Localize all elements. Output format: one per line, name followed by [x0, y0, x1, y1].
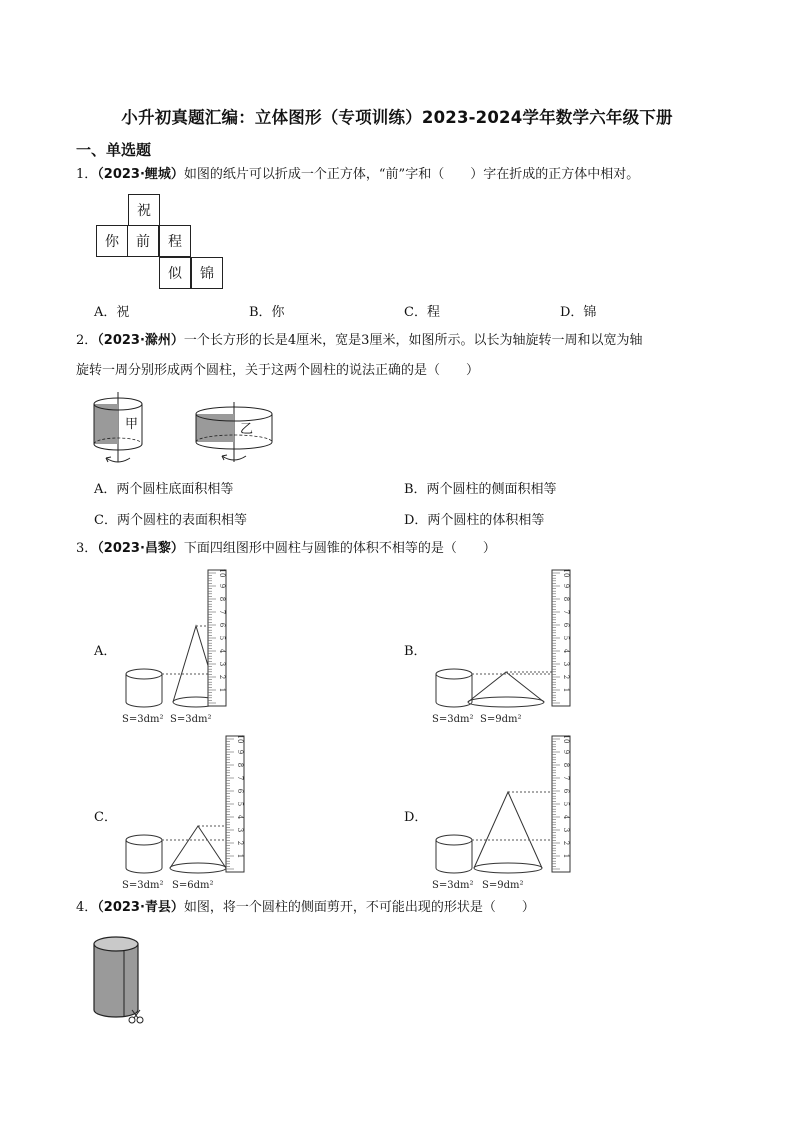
ruler-number: 10	[562, 568, 570, 578]
cylinder-area-caption: S=3dm²	[432, 880, 474, 891]
question-2-text-line1: 一个长方形的长是4厘米，宽是3厘米，如图所示。以长为轴旋转一周和以宽为轴	[183, 333, 643, 348]
q3-figure-c	[118, 734, 258, 894]
cylinder-area-caption: S=3dm²	[122, 714, 164, 725]
q3-figure-d	[428, 734, 578, 894]
question-3	[76, 539, 496, 559]
page-title: 小升初真题汇编：立体图形（专项训练）2023-2024学年数学六年级下册	[121, 108, 673, 127]
ruler-number: 2	[562, 840, 570, 846]
ruler-number: 5	[562, 801, 570, 807]
q3-figure-b	[428, 568, 578, 728]
q1-option-d: D．锦	[560, 305, 597, 320]
cylinder-top	[126, 835, 162, 845]
cylinder-top	[126, 669, 162, 679]
question-1	[76, 165, 639, 185]
ruler-number: 2	[236, 840, 244, 846]
ruler-number: 10	[218, 568, 226, 578]
ruler-number: 7	[562, 609, 570, 615]
ruler-number: 7	[236, 775, 244, 781]
q3-option-c-letter: C．	[94, 810, 117, 825]
ruler-number: 9	[236, 749, 244, 755]
q2-option-d: D．两个圆柱的体积相等	[404, 513, 545, 528]
ruler-number: 5	[562, 635, 570, 641]
ruler-number: 1	[562, 853, 570, 859]
question-2	[76, 331, 642, 351]
question-4	[76, 898, 535, 918]
cone-area-caption: S=6dm²	[172, 880, 214, 891]
question-3-source: （2023·昌黎）	[97, 541, 184, 556]
cone-base	[170, 863, 226, 873]
cone-shape	[170, 826, 226, 868]
ruler-number: 3	[218, 661, 226, 667]
ruler-number: 10	[562, 734, 570, 744]
label-yi: 乙	[240, 422, 254, 437]
q2-option-a: A．两个圆柱底面积相等	[94, 482, 234, 497]
ruler-number: 4	[562, 814, 570, 820]
ruler-number: 1	[236, 853, 244, 859]
ruler-number: 6	[218, 622, 226, 628]
cone-area-caption: S=9dm²	[482, 880, 524, 891]
question-1-number: 1．	[76, 167, 98, 182]
cylinder-top	[436, 669, 472, 679]
cylinder-area-caption: S=3dm²	[122, 880, 164, 891]
ruler-number: 8	[562, 762, 570, 768]
net-cell-zhu: 祝	[128, 194, 160, 226]
net-cell-qian: 前	[127, 225, 159, 257]
cylinder-yi-figure	[190, 400, 280, 470]
ruler-number: 6	[562, 622, 570, 628]
cylinder-cut-figure	[88, 932, 158, 1032]
ruler-number: 3	[562, 661, 570, 667]
question-3-number: 3．	[76, 541, 98, 556]
cone-shape	[474, 792, 542, 868]
ruler-number: 8	[236, 762, 244, 768]
cylinder-body	[94, 944, 138, 1017]
cone-area-caption: S=3dm²	[170, 714, 212, 725]
question-4-number: 4．	[76, 900, 98, 915]
ruler-number: 4	[218, 648, 226, 654]
cone-area-caption: S=9dm²	[480, 714, 522, 725]
cylinder-area-caption: S=3dm²	[432, 714, 474, 725]
question-4-text: 如图，将一个圆柱的侧面剪开，不可能出现的形状是（ ）	[183, 900, 535, 915]
net-cell-jin: 锦	[191, 257, 223, 289]
cylinder-top	[436, 835, 472, 845]
q2-option-b: B．两个圆柱的侧面积相等	[404, 482, 557, 497]
ruler-number: 2	[218, 674, 226, 680]
section-heading: 一、单选题	[76, 141, 152, 159]
ruler-number: 2	[562, 674, 570, 680]
question-1-text: 如图的纸片可以折成一个正方体，“前”字和（ ）字在折成的正方体中相对。	[183, 167, 640, 182]
question-2-number: 2．	[76, 333, 98, 348]
ruler-number: 1	[562, 687, 570, 693]
ruler-number: 4	[562, 648, 570, 654]
ruler-number: 8	[562, 596, 570, 602]
ruler-number: 1	[218, 687, 226, 693]
question-1-source: （2023·鲤城）	[97, 167, 184, 182]
net-cell-ni: 你	[96, 225, 128, 257]
question-3-text: 下面四组图形中圆柱与圆锥的体积不相等的是（ ）	[183, 541, 496, 556]
cone-base	[474, 863, 542, 873]
q3-option-b-letter: B．	[404, 644, 427, 659]
ruler-number: 9	[218, 583, 226, 589]
ruler-number: 5	[236, 801, 244, 807]
label-jia: 甲	[125, 417, 139, 432]
net-cell-si: 似	[159, 257, 191, 289]
ruler-number: 6	[562, 788, 570, 794]
cylinder-jia-figure	[88, 390, 168, 470]
cylinder-top	[94, 937, 138, 951]
q1-option-a: A．祝	[94, 305, 130, 320]
ruler-number: 3	[236, 827, 244, 833]
ruler-number: 10	[236, 734, 244, 744]
net-cell-cheng: 程	[159, 225, 191, 257]
ruler-number: 9	[562, 749, 570, 755]
question-4-source: （2023·青县）	[97, 900, 184, 915]
cube-net-figure	[96, 194, 226, 292]
cone-base	[468, 697, 544, 707]
q3-option-d-letter: D．	[404, 810, 428, 825]
ruler-number: 9	[562, 583, 570, 589]
ruler-number: 7	[562, 775, 570, 781]
q1-option-b: B．你	[249, 305, 285, 320]
q1-option-c: C．程	[404, 305, 440, 320]
ruler-number: 3	[562, 827, 570, 833]
question-2-source: （2023·滁州）	[97, 333, 184, 348]
ruler-number: 4	[236, 814, 244, 820]
ruler-number: 6	[236, 788, 244, 794]
question-2-text-line2: 旋转一周分别形成两个圆柱，关于这两个圆柱的说法正确的是（ ）	[76, 363, 480, 378]
ruler-number: 7	[218, 609, 226, 615]
q3-figure-a	[118, 568, 248, 728]
q3-option-a-letter: A．	[94, 644, 117, 659]
ruler-number: 5	[218, 635, 226, 641]
q2-option-c: C．两个圆柱的表面积相等	[94, 513, 247, 528]
ruler-number: 8	[218, 596, 226, 602]
